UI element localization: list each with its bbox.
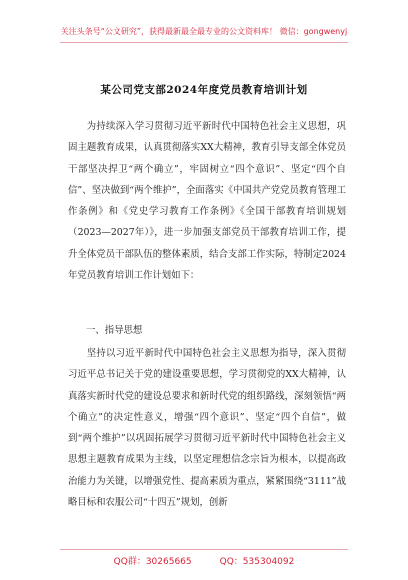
guiding-ideology-paragraph: 坚持以习近平新时代中国特色社会主义思想为指导，深入贯彻习近平总书记关于党的建设重要思想，学习贯彻党的XX大精神，认真落实新时代党的建设总要求和新时代党的组织路线，深刻领悟“两个确立”的决定性意义，增强“四个意识”、坚定“四个自信”，做到“两个维护”以巩固拓展学习贯彻习近平新时代中国特色社会主义思想主题教育成果为主线，以坚定理想信念宗旨为根本，以提高政治能力为关键，以增强党性、提高素质为重点，紧紧围绕“3111”战略目标和农服公司“十四五”规划，创新 <box>68 348 346 509</box>
footer-qq-group: QQ群：30265665 <box>113 557 192 567</box>
section-heading-guiding-ideology: 一、指导思想 <box>86 325 143 336</box>
intro-paragraph: 为持续深入学习贯彻习近平新时代中国特色社会主义思想，巩固主题教育成果，认真贯彻落实XX大精神，教育引导支部全体党员干部坚决捍卫“两个确立”，牢固树立“四个意识”、坚定“四个自信”、坚决做到“两个维护”，全面落实《中国共产党党员教育管理工作条例》和《党史学习教育工作条例》《全国干部教育培训规划（2023—2027年）》，进一步加强支部党员干部教育培训工作，提升全体党员干部队伍的整体素质，结合支部工作实际，特制定2024年党员教育培训工作计划如下： <box>68 121 346 282</box>
intro-section <box>68 116 346 286</box>
header-divider <box>60 42 348 43</box>
header-banner: 关注头条号“公文研究”，获得最新最全最专业的公文资料库！ 微信：gongwenyj <box>60 27 348 36</box>
guiding-ideology-section <box>68 343 346 513</box>
footer-contact <box>0 554 408 567</box>
document-title: 某公司党支部2024年度党员教育培训计划 <box>100 84 308 96</box>
footer-divider <box>60 549 348 550</box>
footer-qq-number: QQ：535304092 <box>219 557 295 567</box>
